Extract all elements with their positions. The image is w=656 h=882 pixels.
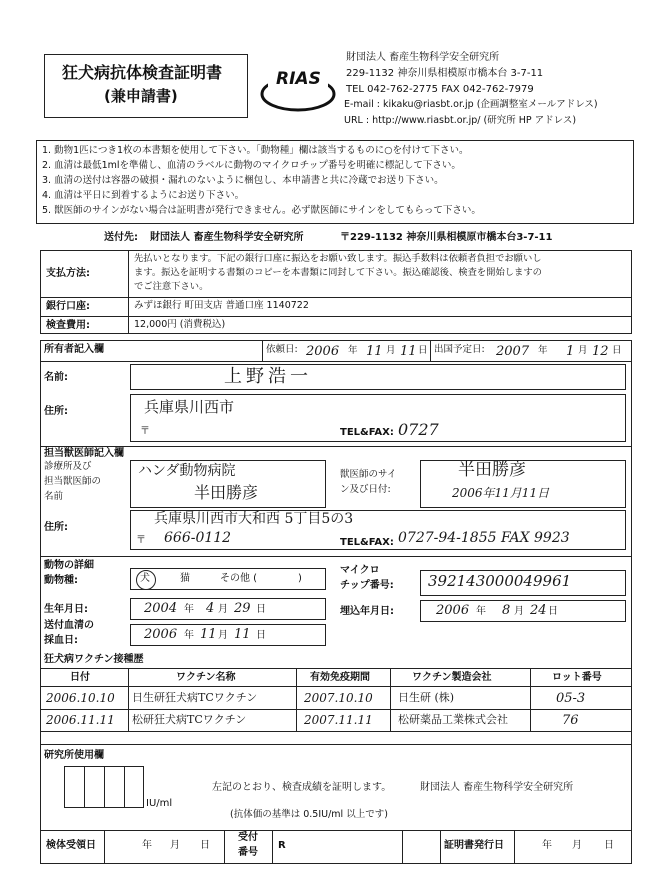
issue-year-unit[interactable]: 年 — [542, 840, 552, 851]
acceptance-prefix[interactable]: R — [278, 840, 286, 851]
vaccine-row-2-lot: 76 — [562, 713, 579, 728]
owner-name-field[interactable] — [130, 364, 626, 390]
chip-value: 392143000049961 — [428, 572, 572, 590]
sign-label-2: ン及び日付: — [340, 484, 391, 495]
vet-postal-mark: 〒 — [136, 535, 146, 546]
vet-postal-value: 666-0112 — [164, 530, 232, 546]
vet-telfax-label: TEL&FAX: — [340, 537, 394, 548]
owner-telfax-label: TEL&FAX: — [340, 427, 394, 438]
clinic-label-3: 名前 — [44, 491, 64, 502]
note-4: 4. 血清は平日に到着するようにお送り下さい。 — [42, 190, 245, 201]
note-3: 3. 血清の送付は容器の破損・漏れのないように梱包し、本申請書と共に冷蔵でお送り下さい。 — [42, 175, 444, 186]
issue-date-label: 証明書発行日 — [444, 840, 504, 851]
acceptance-label-2: 番号 — [238, 847, 258, 858]
vaccine-row-2-period: 2007.11.11 — [304, 713, 373, 727]
institute-address: 229-1132 神奈川県相模原市橋本台 3-7-11 — [346, 68, 544, 79]
birth-month: 4 — [206, 601, 215, 616]
clinic-label-2: 担当獣医師の — [44, 476, 102, 487]
institute-email: E-mail : kikaku@riasbt.or.jp (企画調整室メールアドレス) — [344, 99, 598, 110]
implant-year: 2006 — [436, 603, 470, 618]
implant-day: 24 — [530, 603, 547, 618]
note-5: 5. 獣医師のサインがない場合は証明書が発行できません。必ず獣医師にサインをしてもらって下さい。 — [42, 205, 481, 216]
species-cat[interactable]: 猫 — [180, 573, 190, 584]
vaccine-header-name: ワクチン名称 — [176, 672, 236, 683]
clinic-value: ハンダ動物病院 — [138, 463, 236, 479]
owner-postal-mark: 〒 — [140, 426, 150, 437]
vet-telfax-value: 0727-94-1855 FAX 9923 — [398, 530, 570, 546]
rias-logo — [258, 58, 338, 118]
send-to-address: 〒229-1132 神奈川県相模原市橋本台3-7-11 — [340, 232, 553, 243]
birth-label: 生年月日: — [44, 604, 88, 615]
clinic-label-1: 診療所及び — [44, 461, 92, 472]
owner-address-label: 住所: — [44, 406, 68, 417]
departure-day-unit: 日 — [612, 345, 622, 356]
vaccine-row-2-name: 松研狂犬病TCワクチン — [132, 713, 247, 726]
payment-method-label: 支払方法: — [46, 268, 90, 279]
clinic-vet-name: 半田勝彦 — [194, 483, 259, 502]
vet-section-label: 担当獣医師記入欄 — [44, 448, 124, 459]
note-1: 1. 動物1匹につき1枚の本書類を使用して下さい。「動物種」欄は該当するものに○を付けて下さい。 — [42, 145, 469, 156]
serum-year-unit: 年 — [184, 630, 194, 641]
implant-month: 8 — [502, 603, 511, 618]
vet-signature-date: 2006年11月11日 — [452, 486, 550, 500]
bank-value: みずほ銀行 町田支店 普通口座 1140722 — [134, 300, 309, 311]
departure-label: 出国予定日: — [434, 344, 485, 355]
species-label: 動物種: — [44, 575, 78, 586]
issue-month-unit[interactable]: 月 — [572, 840, 582, 851]
departure-day[interactable]: 12 — [592, 344, 609, 359]
implant-day-unit: 日 — [548, 606, 558, 617]
acceptance-label-1: 受付 — [238, 832, 258, 843]
owner-name-value: 上野浩一 — [224, 366, 312, 387]
species-other-close: ) — [298, 573, 302, 584]
vaccine-header-date: 日付 — [70, 672, 90, 683]
request-month-unit: 月 — [386, 345, 396, 356]
birth-year: 2004 — [144, 601, 178, 616]
owner-address-value: 兵庫県川西市 — [144, 398, 235, 416]
payment-method-line-1: 先払いとなります。下記の銀行口座に振込をお願い致します。振込手数料は依頼者負担でお願いし — [134, 253, 542, 264]
institute-name: 財団法人 畜産生物科学安全研究所 — [346, 52, 500, 63]
animal-section-label: 動物の詳細 — [44, 560, 94, 571]
titer-unit: IU/ml — [146, 798, 173, 809]
chip-label-2: チップ番号: — [340, 580, 394, 591]
vaccine-row-1-name: 日生研狂犬病TCワクチン — [132, 691, 258, 704]
vaccine-section-label: 狂犬病ワクチン接種歴 — [44, 654, 144, 665]
institute-url: URL : http://www.riasbt.or.jp/ (研究所 HP アドレス) — [344, 115, 577, 126]
serum-day: 11 — [234, 627, 251, 642]
vaccine-header-maker: ワクチン製造会社 — [412, 672, 492, 683]
implant-label: 埋込年月日: — [340, 606, 394, 617]
fee-value: 12,000円 (消費税込) — [134, 319, 226, 330]
request-day-unit: 日 — [418, 345, 428, 356]
serum-label-1: 送付血清の — [44, 620, 94, 631]
payment-method-line-2: ます。振込を証明する書類のコピーを本書類に同封して下さい。振込確認後、検査を開始しますの — [134, 267, 542, 278]
chip-label-1: マイクロ — [340, 565, 380, 576]
departure-month-unit: 月 — [578, 345, 588, 356]
vaccine-row-1-period: 2007.10.10 — [304, 691, 373, 705]
request-day[interactable]: 11 — [400, 344, 417, 359]
sign-label-1: 獣医師のサイ — [340, 469, 397, 480]
request-date-label: 依頼日: — [266, 344, 298, 355]
antibody-baseline: (抗体価の基準は 0.5IU/ml 以上です) — [230, 809, 388, 820]
vaccine-row-2-date: 2006.11.11 — [46, 713, 115, 727]
send-to-name: 財団法人 畜産生物科学安全研究所 — [150, 232, 304, 243]
serum-label-2: 採血日: — [44, 635, 78, 646]
receipt-day-unit[interactable]: 日 — [200, 840, 210, 851]
receipt-date-label: 検体受領日 — [46, 840, 96, 851]
owner-section-label: 所有者記入欄 — [44, 344, 104, 355]
serum-month: 11 — [200, 627, 217, 642]
institute-tel-fax: TEL 042-762-2775 FAX 042-762-7979 — [346, 84, 534, 95]
serum-year: 2006 — [144, 627, 178, 642]
departure-month[interactable]: 1 — [566, 344, 575, 359]
species-other[interactable]: その他 ( — [220, 573, 258, 584]
document-title: 狂犬病抗体検査証明書 — [62, 63, 223, 82]
request-year-unit: 年 — [348, 345, 358, 356]
bank-label: 銀行口座: — [46, 301, 90, 312]
vaccine-row-1-date: 2006.10.10 — [46, 691, 115, 705]
issue-day-unit[interactable]: 日 — [604, 840, 614, 851]
vet-address-label: 住所: — [44, 522, 68, 533]
note-2: 2. 血清は最低1mlを準備し、血清のラベルに動物のマイクロチップ番号を明確に標記して下さい。 — [42, 160, 461, 171]
departure-year[interactable]: 2007 — [496, 344, 530, 359]
payment-method-line-3: でご注意下さい。 — [134, 281, 209, 292]
departure-year-unit: 年 — [538, 345, 548, 356]
receipt-month-unit[interactable]: 月 — [170, 840, 180, 851]
birth-month-unit: 月 — [218, 604, 228, 615]
implant-month-unit: 月 — [514, 606, 524, 617]
certify-org: 財団法人 畜産生物科学安全研究所 — [420, 782, 574, 793]
vet-address-value: 兵庫県川西市大和西 5丁目5の3 — [154, 511, 354, 527]
serum-month-unit: 月 — [218, 630, 228, 641]
species-dog: 犬 — [140, 573, 150, 584]
certify-text: 左記のとおり、検査成績を証明します。 — [212, 782, 392, 793]
vaccine-row-1-lot: 05-3 — [556, 691, 586, 706]
vaccine-header-period: 有効免疫期間 — [310, 672, 370, 683]
lab-section-label: 研究所使用欄 — [44, 750, 104, 761]
vaccine-row-1-maker: 日生研 (株) — [398, 691, 455, 704]
send-to-label: 送付先: — [104, 232, 138, 243]
implant-year-unit: 年 — [476, 606, 486, 617]
fee-label: 検査費用: — [46, 320, 90, 331]
birth-day: 29 — [234, 601, 251, 616]
request-month[interactable]: 11 — [366, 344, 383, 359]
owner-name-label: 名前: — [44, 372, 68, 383]
document-subtitle: (兼申請書) — [104, 87, 178, 105]
vaccine-row-2-maker: 松研薬品工業株式会社 — [398, 713, 508, 726]
owner-telfax-value: 0727 — [398, 420, 439, 439]
request-year[interactable]: 2006 — [306, 344, 340, 359]
logo-text: RIAS — [276, 69, 321, 89]
birth-year-unit: 年 — [184, 604, 194, 615]
vaccine-header-lot: ロット番号 — [552, 672, 602, 683]
receipt-year-unit[interactable]: 年 — [142, 840, 152, 851]
birth-day-unit: 日 — [256, 604, 266, 615]
serum-day-unit: 日 — [256, 630, 266, 641]
vet-signature-value: 半田勝彦 — [458, 460, 526, 480]
